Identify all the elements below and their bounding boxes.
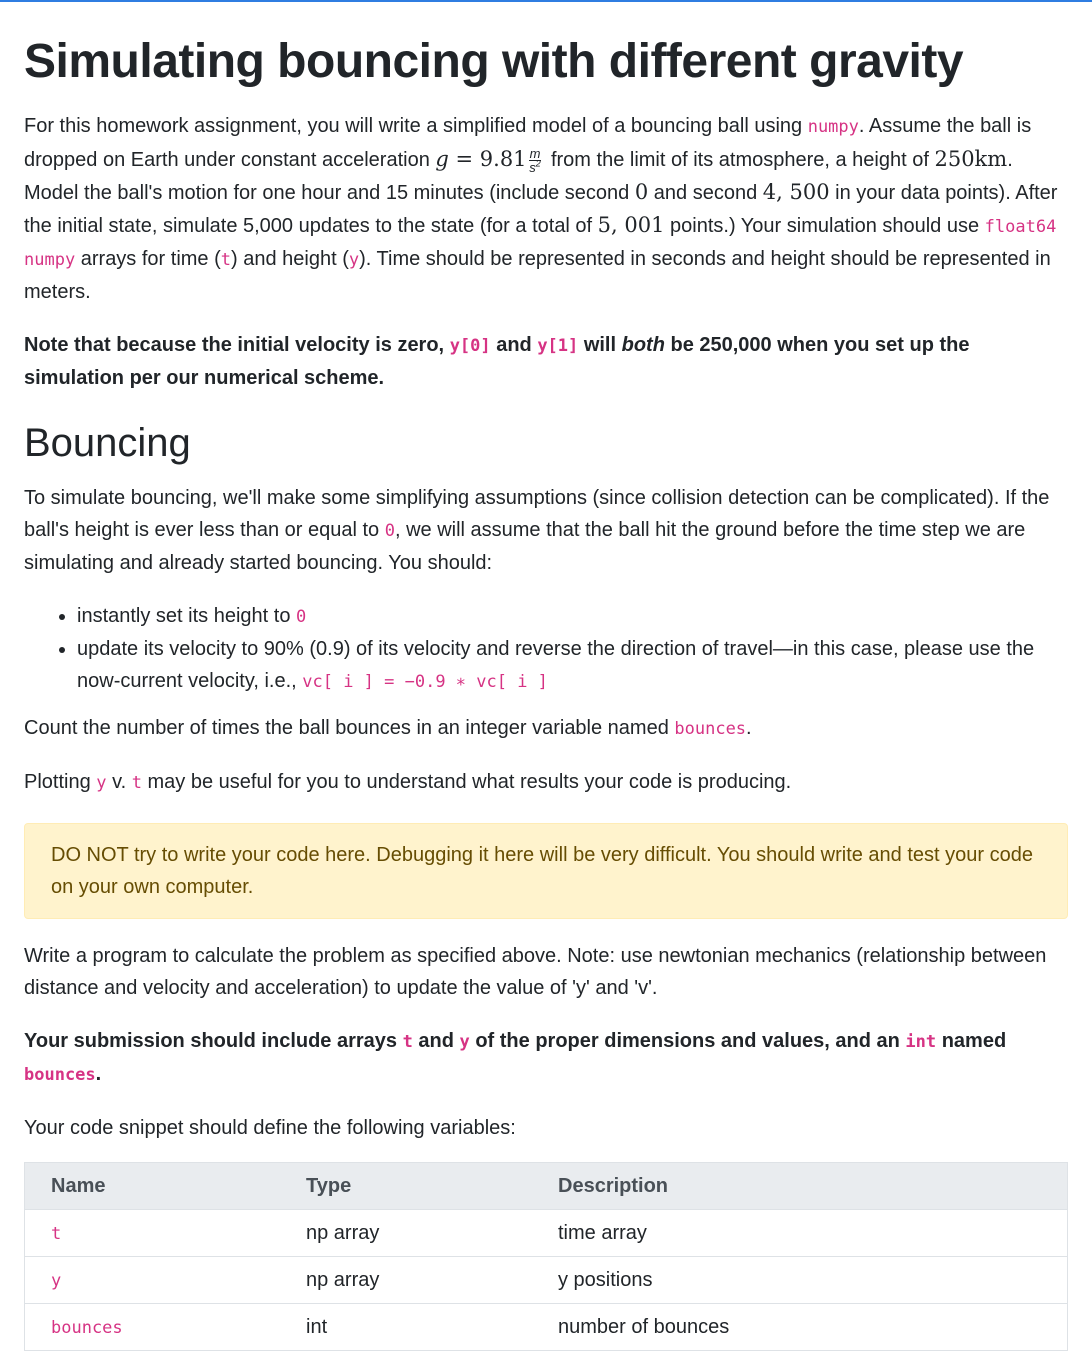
- intro-paragraph: For this homework assignment, you will write a simplified model of a bouncing ball using numpy. Assume the ball is dropped on Earth under constant acceleration g = 9.81 $\frac{m}{s^2}$ from the limit of its atmosphere, a height of 250km. Model the ball's motion for one hour and 15 minutes (include second 0 and second 4, 500 in your data points). After the initial state, simulate 5,000 updates to the state (for a total of 5, 001 points.) Your simulation should use float64 numpy arrays for time (t) and height (y). Time should be represented in seconds and height should be represented in meters.: [24, 115, 1058, 303]
- initial-velocity-note: Note that because the initial velocity is zero, y[0] and y[1] will both be 250,000 when you set up the simulation per our numerical scheme.: [24, 334, 970, 389]
- height-value: 250km: [934, 147, 1008, 171]
- plot-paragraph: Plotting y v. t may be useful for you to understand what results your code is producing.: [24, 771, 792, 793]
- bouncing-paragraph: To simulate bouncing, we'll make some simplifying assumptions (since collision detection can be complicated). If the ball's height is ever less than or equal to 0, we will assume that the ball hit the ground before the time step we are simulating and already started bouncing. You should:: [24, 487, 1050, 574]
- list-item: • update its velocity to 90% (0.9) of its velocity and reverse the direction of travel—in this case, please use the now-current velocity, i.e., vc[ i ] = −0.9 ∗ vc[ i ]: [77, 633, 1068, 698]
- column-header: Type: [280, 1163, 532, 1210]
- submission-paragraph: Your submission should include arrays t and y of the proper dimensions and values, and an int named bounces.: [24, 1030, 1007, 1085]
- warning-alert: DO NOT try to write your code here. Debugging it here will be very difficult. You should write and test your code on your own computer.: [24, 823, 1068, 919]
- column-header: Description: [532, 1163, 1068, 1210]
- program-paragraph: Write a program to calculate the problem as specified above. Note: use newtonian mechanics (relationship between distance and velocity and acceleration) to update the value of 'y' and 'v'.: [24, 945, 1047, 999]
- unit-fraction: $\frac{m}{s^2}$: [529, 146, 541, 176]
- variables-paragraph: Your code snippet should define the following variables:: [24, 1117, 516, 1139]
- table-row: t np array time array: [25, 1210, 1068, 1257]
- table-header-row: [25, 1163, 1068, 1210]
- assignment-page: [0, 34, 1092, 1351]
- column-header: Name: [25, 1163, 281, 1210]
- count-paragraph: Count the number of times the ball bounces in an integer variable named bounces.: [24, 717, 752, 739]
- list-item: • instantly set its height to 0: [77, 600, 1068, 633]
- variables-table: [24, 1162, 1068, 1351]
- gravity-formula: g = 9.81: [435, 147, 527, 171]
- bounce-rules-list: [24, 600, 1068, 698]
- bouncing-heading: Bouncing: [24, 421, 191, 465]
- table-row: bounces int number of bounces: [25, 1304, 1068, 1351]
- table-row: y np array y positions: [25, 1257, 1068, 1304]
- page-title: Simulating bouncing with different gravity: [24, 35, 964, 88]
